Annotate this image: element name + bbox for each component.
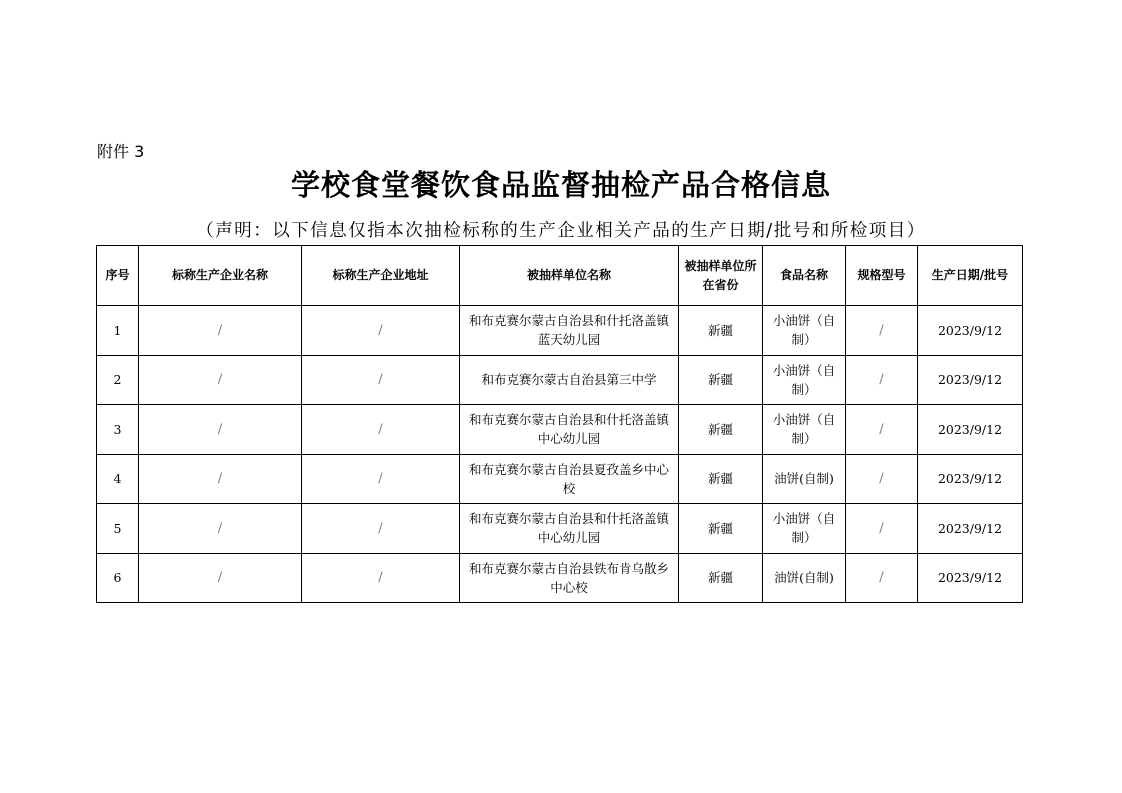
- cell-producer-name: /: [139, 405, 302, 455]
- cell-food-name: 油饼(自制): [763, 553, 846, 603]
- cell-spec: /: [846, 306, 918, 356]
- cell-spec: /: [846, 504, 918, 554]
- cell-seq: 5: [97, 504, 139, 554]
- table-row: [97, 355, 1023, 405]
- document-title: 学校食堂餐饮食品监督抽检产品合格信息: [290, 168, 831, 202]
- cell-seq: 6: [97, 553, 139, 603]
- cell-province: 新疆: [679, 504, 763, 554]
- cell-producer-address: /: [302, 355, 460, 405]
- cell-sampled-unit: 和布克赛尔蒙古自治县和什托洛盖镇蓝天幼儿园: [460, 306, 679, 356]
- cell-food-name: 小油饼（自制）: [763, 405, 846, 455]
- cell-province: 新疆: [679, 405, 763, 455]
- cell-date: 2023/9/12: [918, 355, 1023, 405]
- cell-food-name: 油饼(自制): [763, 454, 846, 504]
- cell-food-name: 小油饼（自制）: [763, 306, 846, 356]
- cell-sampled-unit: 和布克赛尔蒙古自治县和什托洛盖镇中心幼儿园: [460, 405, 679, 455]
- cell-seq: 4: [97, 454, 139, 504]
- table-row: [97, 504, 1023, 554]
- cell-seq: 2: [97, 355, 139, 405]
- cell-spec: /: [846, 405, 918, 455]
- cell-province: 新疆: [679, 553, 763, 603]
- cell-spec: /: [846, 355, 918, 405]
- cell-producer-address: /: [302, 306, 460, 356]
- cell-date: 2023/9/12: [918, 454, 1023, 504]
- cell-date: 2023/9/12: [918, 405, 1023, 455]
- cell-food-name: 小油饼（自制）: [763, 504, 846, 554]
- header-spec: 规格型号: [846, 246, 918, 306]
- header-province: 被抽样单位所在省份: [679, 246, 763, 306]
- cell-date: 2023/9/12: [918, 306, 1023, 356]
- cell-producer-address: /: [302, 504, 460, 554]
- cell-sampled-unit: 和布克赛尔蒙古自治县第三中学: [460, 355, 679, 405]
- cell-province: 新疆: [679, 454, 763, 504]
- cell-seq: 3: [97, 405, 139, 455]
- cell-sampled-unit: 和布克赛尔蒙古自治县夏孜盖乡中心校: [460, 454, 679, 504]
- attachment-label: 附件 3: [97, 142, 145, 161]
- cell-food-name: 小油饼（自制）: [763, 355, 846, 405]
- cell-producer-name: /: [139, 355, 302, 405]
- cell-producer-address: /: [302, 553, 460, 603]
- statement-note: （声明：以下信息仅指本次抽检标称的生产企业相关产品的生产日期/批号和所检项目）: [196, 221, 926, 241]
- table-row: [97, 306, 1023, 356]
- header-food-name: 食品名称: [763, 246, 846, 306]
- cell-spec: /: [846, 454, 918, 504]
- cell-sampled-unit: 和布克赛尔蒙古自治县铁布肯乌散乡中心校: [460, 553, 679, 603]
- cell-producer-name: /: [139, 306, 302, 356]
- cell-province: 新疆: [679, 306, 763, 356]
- header-seq: 序号: [97, 246, 139, 306]
- cell-producer-name: /: [139, 553, 302, 603]
- cell-date: 2023/9/12: [918, 504, 1023, 554]
- cell-producer-name: /: [139, 504, 302, 554]
- cell-sampled-unit: 和布克赛尔蒙古自治县和什托洛盖镇中心幼儿园: [460, 504, 679, 554]
- cell-producer-address: /: [302, 454, 460, 504]
- cell-date: 2023/9/12: [918, 553, 1023, 603]
- table-row: [97, 454, 1023, 504]
- header-producer-address: 标称生产企业地址: [302, 246, 460, 306]
- table-header-row: [97, 246, 1023, 306]
- header-date: 生产日期/批号: [918, 246, 1023, 306]
- header-producer-name: 标称生产企业名称: [139, 246, 302, 306]
- cell-province: 新疆: [679, 355, 763, 405]
- header-sampled-unit: 被抽样单位名称: [460, 246, 679, 306]
- table-row: [97, 405, 1023, 455]
- table-row: [97, 553, 1023, 603]
- inspection-table: [96, 245, 1023, 603]
- cell-producer-name: /: [139, 454, 302, 504]
- cell-producer-address: /: [302, 405, 460, 455]
- cell-spec: /: [846, 553, 918, 603]
- cell-seq: 1: [97, 306, 139, 356]
